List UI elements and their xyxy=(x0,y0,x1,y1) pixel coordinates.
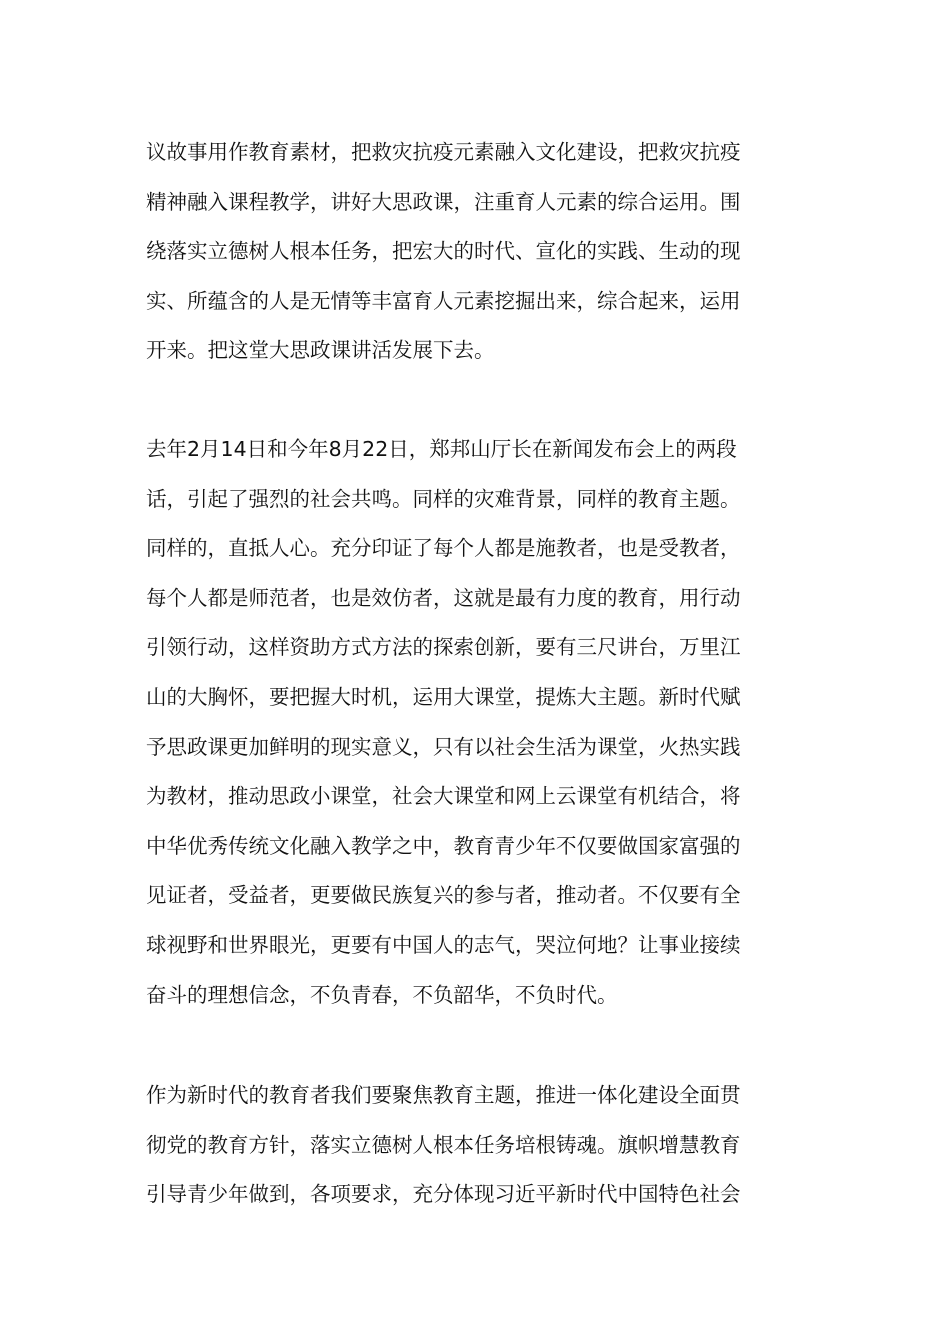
text-line: 引领行动，这样资助方式方法的探索创新，要有三尺讲台，万里江 xyxy=(146,635,741,660)
paragraph-3 xyxy=(146,1071,816,1220)
text-line: 去年2月14日和今年8月22日，郑邦山厅长在新闻发布会上的两段 xyxy=(146,437,737,461)
paragraph-1 xyxy=(146,128,816,376)
text-line: 为教材，推动思政小课堂，社会大课堂和网上云课堂有机结合，将 xyxy=(146,784,741,809)
paragraph-2 xyxy=(146,425,816,1020)
text-line: 每个人都是师范者，也是效仿者，这就是最有力度的教育，用行动 xyxy=(146,585,741,610)
text-line: 实、所蕴含的人是无情等丰富育人元素挖掘出来，综合起来，运用 xyxy=(146,288,741,313)
text-line: 中华优秀传统文化融入教学之中，教育青少年不仅要做国家富强的 xyxy=(146,833,741,858)
text-line: 奋斗的理想信念，不负青春，不负韶华，不负时代。 xyxy=(146,982,618,1007)
text-line: 精神融入课程教学，讲好大思政课，注重育人元素的综合运用。围 xyxy=(146,189,741,214)
text-line: 山的大胸怀，要把握大时机，运用大课堂，提炼大主题。新时代赋 xyxy=(146,684,741,709)
text-line: 作为新时代的教育者我们要聚焦教育主题，推进一体化建设全面贯 xyxy=(146,1083,741,1107)
text-line: 予思政课更加鲜明的现实意义，只有以社会生活为课堂，火热实践 xyxy=(146,734,741,759)
text-line: 开来。把这堂大思政课讲活发展下去。 xyxy=(146,338,495,363)
text-line: 见证者，受益者，更要做民族复兴的参与者，推动者。不仅要有全 xyxy=(146,883,741,908)
text-line: 彻党的教育方针，落实立德树人根本任务培根铸魂。旗帜增慧教育 xyxy=(146,1132,741,1157)
text-line: 绕落实立德树人根本任务，把宏大的时代、宣化的实践、生动的现 xyxy=(146,239,741,264)
text-line: 议故事用作教育素材，把救灾抗疫元素融入文化建设，把救灾抗疫 xyxy=(146,140,741,164)
text-line: 同样的，直抵人心。充分印证了每个人都是施教者，也是受教者， xyxy=(146,536,741,561)
text-line: 引导青少年做到，各项要求，充分体现习近平新时代中国特色社会 xyxy=(146,1182,741,1207)
text-line: 话，引起了强烈的社会共鸣。同样的灾难背景，同样的教育主题。 xyxy=(146,486,741,511)
text-line: 球视野和世界眼光，更要有中国人的志气，哭泣何地？让事业接续 xyxy=(146,932,741,957)
